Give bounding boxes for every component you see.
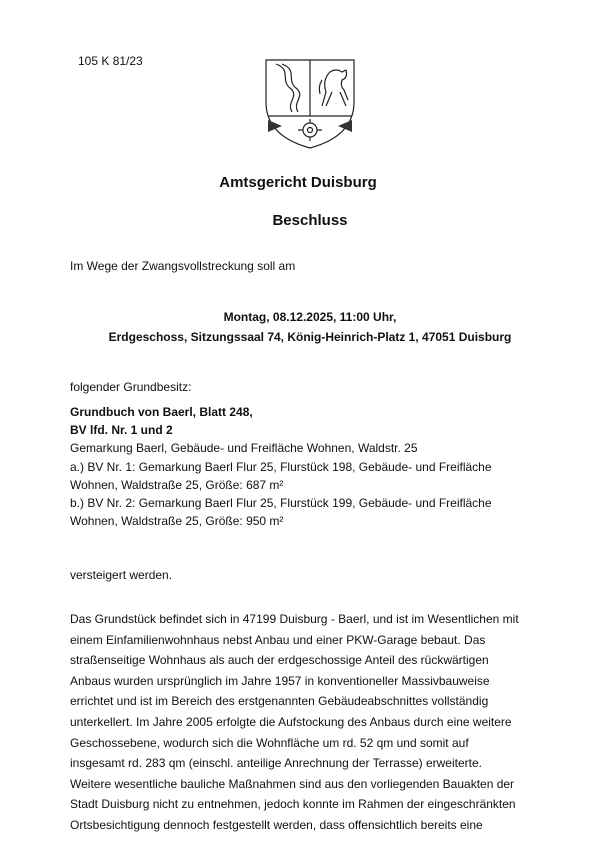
description-line: Geschossebene, wodurch sich die Wohnfläche um rd. 52 qm und somit auf <box>70 735 469 750</box>
description-line: Anbaus wurden ursprünglich im Jahre 1957 in konventioneller Massivbauweise <box>70 673 490 688</box>
description-line: Weitere wesentliche bauliche Maßnahmen sind aus den vorliegenden Bauakten der <box>70 776 515 791</box>
property-line: a.) BV Nr. 1: Gemarkung Baerl Flur 25, Flurstück 198, Gebäude- und Freifläche <box>70 460 492 474</box>
auction-location: Erdgeschoss, Sitzungssaal 74, König-Heinrich-Platz 1, 47051 Duisburg <box>108 330 512 344</box>
intro-text: Im Wege der Zwangsvollstreckung soll am <box>70 259 296 273</box>
description-line: einem Einfamilienwohnhaus nebst Anbau und einer PKW-Garage bebaut. Das <box>70 632 486 647</box>
property-line: Gemarkung Baerl, Gebäude- und Freifläche Wohnen, Waldstr. 25 <box>70 441 418 455</box>
description-line: errichtet und ist im Bereich des erstgenannten Gebäudeabschnittes vollständig <box>70 694 489 709</box>
description-line: unterkellert. Im Jahre 2005 erfolgte die Aufstockung des Anbaus durch eine weitere <box>70 714 512 729</box>
description-line: straßenseitige Wohnhaus als auch der erdgeschossige Anteil des rückwärtigen <box>70 653 489 668</box>
description-line: Das Grundstück befindet sich in 47199 Duisburg - Baerl, und ist im Wesentlichen mit <box>70 612 519 626</box>
description-line: Stadt Duisburg nicht zu entnehmen, jedoch konnte im Rahmen der eingeschränkten <box>70 797 516 812</box>
document-type-heading: Beschluss <box>272 212 348 229</box>
property-numbers: BV lfd. Nr. 1 und 2 <box>70 423 173 437</box>
description-line: Ortsbesichtigung dennoch festgestellt werden, dass offensichtlich bereits eine <box>70 817 483 832</box>
property-line: Wohnen, Waldstraße 25, Größe: 687 m² <box>70 478 284 492</box>
description-line: insgesamt rd. 283 qm (einschl. anteilige Anrechnung der Terrasse) erweiterte. <box>70 756 482 771</box>
property-line: b.) BV Nr. 2: Gemarkung Baerl Flur 25, Flurstück 199, Gebäude- und Freifläche <box>70 496 492 510</box>
property-line: Wohnen, Waldstraße 25, Größe: 950 m² <box>70 514 284 528</box>
land-register: Grundbuch von Baerl, Blatt 248, <box>70 405 253 419</box>
file-number: 105 K 81/23 <box>78 54 143 68</box>
property-intro: folgender Grundbesitz: <box>70 380 192 394</box>
coat-of-arms-emblem <box>262 50 358 150</box>
auction-statement: versteigert werden. <box>70 568 173 582</box>
property-description <box>70 609 540 836</box>
auction-date: Montag, 08.12.2025, 11:00 Uhr, <box>223 310 397 324</box>
court-name: Amtsgericht Duisburg <box>219 174 377 191</box>
